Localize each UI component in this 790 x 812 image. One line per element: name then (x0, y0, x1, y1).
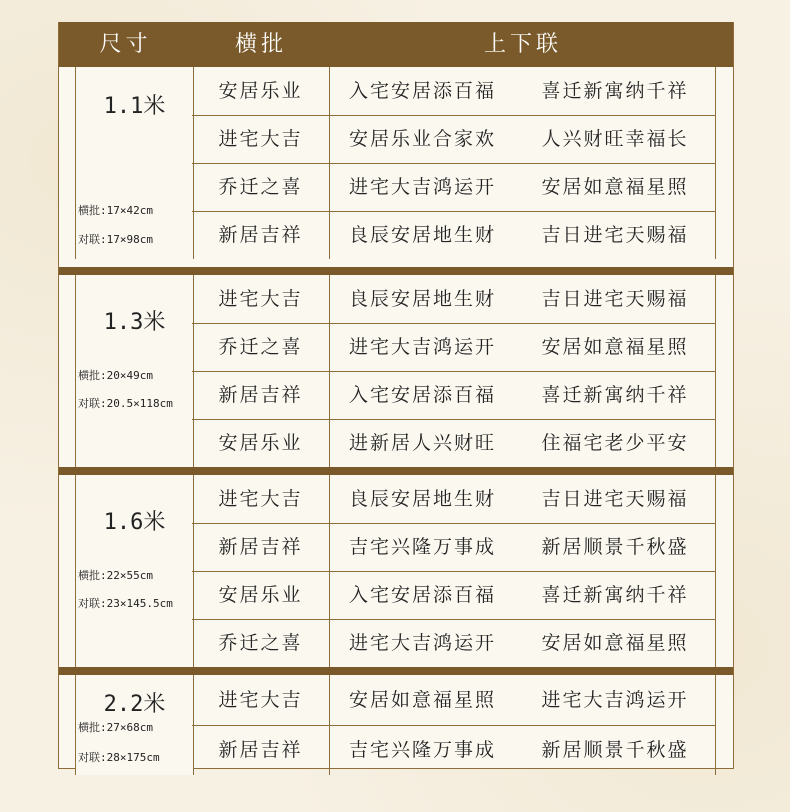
table-row (59, 275, 733, 323)
table-row (59, 115, 733, 163)
table-row (59, 475, 733, 523)
second-line-cell: 喜迁新寓纳千祥 (541, 80, 689, 102)
header-banner: 横批 (234, 32, 287, 57)
banner-dimension: 横批:17×42cm (78, 204, 153, 217)
header-couplet: 上下联 (483, 32, 562, 57)
first-line-cell: 进宅大吉鸿运开 (348, 336, 496, 358)
first-line-cell: 入宅安居添百福 (348, 80, 496, 102)
table-row (59, 67, 733, 115)
banner-cell: 乔迁之喜 (192, 163, 330, 211)
second-line-cell: 进宅大吉鸿运开 (541, 689, 689, 711)
second-line-cell: 喜迁新寓纳千祥 (541, 584, 689, 606)
table-row (59, 523, 733, 571)
group-separator (59, 267, 733, 275)
second-line-cell: 人兴财旺幸福长 (541, 128, 689, 150)
banner-dimension: 横批:22×55cm (78, 569, 153, 582)
banner-cell: 乔迁之喜 (192, 323, 330, 371)
table-row (59, 211, 733, 259)
first-line-cell: 良辰安居地生财 (348, 488, 496, 510)
second-line-cell: 安居如意福星照 (541, 176, 689, 198)
first-line-cell: 进宅大吉鸿运开 (348, 176, 496, 198)
banner-dimension: 横批:27×68cm (78, 721, 153, 734)
first-line-cell: 吉宅兴隆万事成 (348, 739, 496, 761)
banner-cell: 安居乐业 (192, 67, 330, 115)
table-row (59, 323, 733, 371)
second-line-cell: 住福宅老少平安 (541, 432, 689, 454)
group-separator (59, 667, 733, 675)
banner-cell: 进宅大吉 (192, 115, 330, 163)
first-line-cell: 吉宅兴隆万事成 (348, 536, 496, 558)
first-line-cell: 入宅安居添百福 (348, 584, 496, 606)
size-group (59, 675, 733, 775)
group-separator (59, 467, 733, 475)
second-line-cell: 吉日进宅天赐福 (541, 288, 689, 310)
table-row (59, 163, 733, 211)
table-row (59, 675, 733, 725)
header-size: 尺寸 (99, 32, 152, 57)
second-line-cell: 喜迁新寓纳千祥 (541, 384, 689, 406)
banner-cell: 进宅大吉 (192, 275, 330, 323)
table-row (59, 371, 733, 419)
size-label: 1.3米 (103, 310, 166, 335)
first-line-cell: 良辰安居地生财 (348, 288, 496, 310)
first-line-cell: 入宅安居添百福 (348, 384, 496, 406)
first-line-cell: 安居乐业合家欢 (348, 128, 496, 150)
size-label: 1.6米 (103, 510, 166, 535)
banner-cell: 乔迁之喜 (192, 619, 330, 667)
couplet-dimension: 对联:20.5×118cm (78, 397, 173, 410)
banner-cell: 安居乐业 (192, 419, 330, 467)
banner-cell: 进宅大吉 (192, 475, 330, 523)
second-line-cell: 吉日进宅天赐福 (541, 224, 689, 246)
banner-cell: 新居吉祥 (192, 523, 330, 571)
size-group (59, 67, 733, 259)
banner-cell: 进宅大吉 (192, 675, 330, 725)
size-group (59, 275, 733, 467)
table-row (59, 571, 733, 619)
first-line-cell: 安居如意福星照 (348, 689, 496, 711)
size-group (59, 475, 733, 667)
banner-cell: 安居乐业 (192, 571, 330, 619)
first-line-cell: 良辰安居地生财 (348, 224, 496, 246)
price-size-table (58, 22, 734, 769)
first-line-cell: 进新居人兴财旺 (348, 432, 496, 454)
table-header (59, 22, 733, 67)
couplet-dimension: 对联:17×98cm (78, 233, 153, 246)
second-line-cell: 吉日进宅天赐福 (541, 488, 689, 510)
banner-cell: 新居吉祥 (192, 725, 330, 775)
table-row (59, 419, 733, 467)
banner-cell: 新居吉祥 (192, 371, 330, 419)
couplet-dimension: 对联:23×145.5cm (78, 597, 173, 610)
first-line-cell: 进宅大吉鸿运开 (348, 632, 496, 654)
size-label: 2.2米 (103, 692, 166, 717)
couplet-dimension: 对联:28×175cm (78, 751, 160, 764)
second-line-cell: 新居顺景千秋盛 (541, 536, 689, 558)
second-line-cell: 安居如意福星照 (541, 336, 689, 358)
banner-dimension: 横批:20×49cm (78, 369, 153, 382)
second-line-cell: 新居顺景千秋盛 (541, 739, 689, 761)
size-label: 1.1米 (103, 94, 166, 119)
table-row (59, 725, 733, 775)
banner-cell: 新居吉祥 (192, 211, 330, 259)
table-row (59, 619, 733, 667)
second-line-cell: 安居如意福星照 (541, 632, 689, 654)
